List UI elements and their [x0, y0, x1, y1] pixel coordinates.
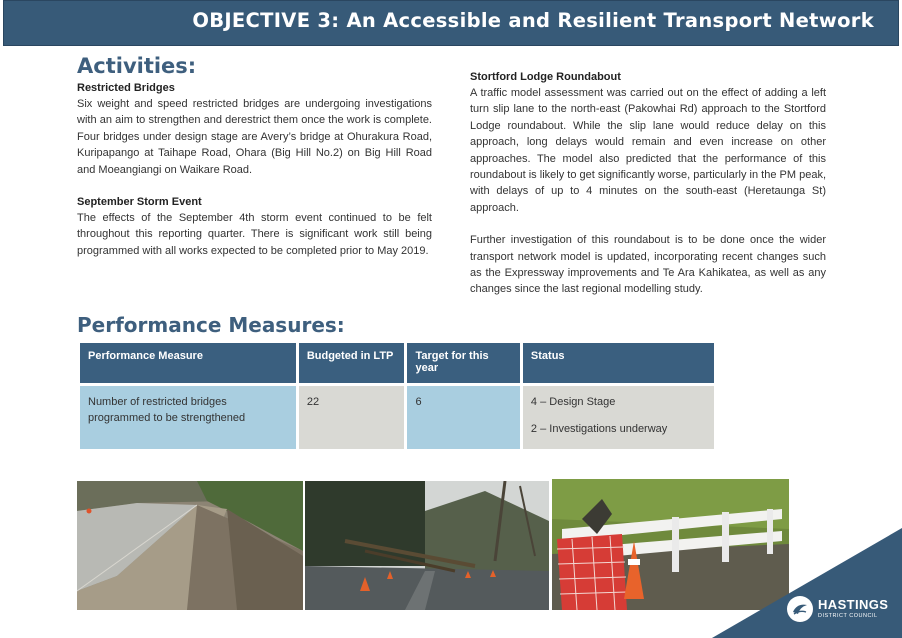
activities-right-column [470, 69, 826, 298]
objective-header [3, 0, 899, 46]
objective-title: OBJECTIVE 3: An Accessible and Resilient Transport Network [192, 9, 874, 32]
restricted-bridges-text: Six weight and speed restricted bridges are undergoing investigations with an aim to strengthen and derestrict them once the work is complete. Four bridges under design stage are Avery’s bridge at Ohurakura Road, Kuripapango at Taihape Road, Ohara (Big Hill No.2) on Big Hill Road and Moeangiangi on Waikare Road. [77, 98, 432, 176]
stortford-text-1: A traffic model assessment was carried out on the effect of adding a left turn slip lane to the north-east (Pakowhai Rd) approach to the Stortford Lodge roundabout. While the slip lane would reduce delay on this approach, long delays would remain and even increase on other approaches. The model also predicted that the performance of this roundabout is likely to get significantly worse, particularly in the PM peak, with delays of up to 4 minutes on the south-east (Heretaunga St) approach. [470, 87, 826, 214]
activities-left-column [77, 80, 432, 259]
storm-event-title: September Storm Event [77, 196, 202, 209]
status-line: 4 – Design Stage [530, 396, 616, 408]
fallen-trees-photo [305, 481, 549, 610]
table-header-row [80, 343, 714, 383]
column-header: Performance Measure [80, 343, 296, 383]
storm-event-text: The effects of the September 4th storm event continued to be felt throughout this reporting quarter. There is significant work still being programmed with all works expected to be completed prior to May 2019. [77, 212, 432, 257]
hastings-logo [787, 594, 891, 624]
column-header: Budgeted in LTP [299, 343, 405, 383]
activities-heading: Activities: [77, 54, 197, 78]
column-header: Status [523, 343, 714, 383]
status-cell [523, 383, 714, 449]
stortford-title: Stortford Lodge Roundabout [470, 71, 621, 83]
road-slip-photo [77, 481, 303, 610]
hastings-logo-icon [787, 596, 813, 622]
logo-subtitle: DISTRICT COUNCIL [818, 613, 878, 619]
column-header: Target for this year [407, 343, 519, 383]
budgeted-cell: 22 [299, 383, 405, 449]
target-cell: 6 [407, 383, 519, 449]
status-line: 2 – Investigations underway [530, 423, 668, 435]
measure-cell: Number of restricted bridges programmed to be strengthened [80, 383, 296, 449]
stortford-text-2: Further investigation of this roundabout is to be done once the wider transport network model is updated, incorporating recent changes such as the Expressway improvements and Te Ara Kahikatea, as well as any changes since the last regional modelling study. [470, 234, 826, 296]
performance-heading: Performance Measures: [77, 313, 345, 337]
table-row [80, 383, 714, 449]
restricted-bridges-title: Restricted Bridges [77, 82, 175, 94]
performance-table [77, 343, 717, 449]
logo-name: HASTINGS [818, 597, 889, 612]
